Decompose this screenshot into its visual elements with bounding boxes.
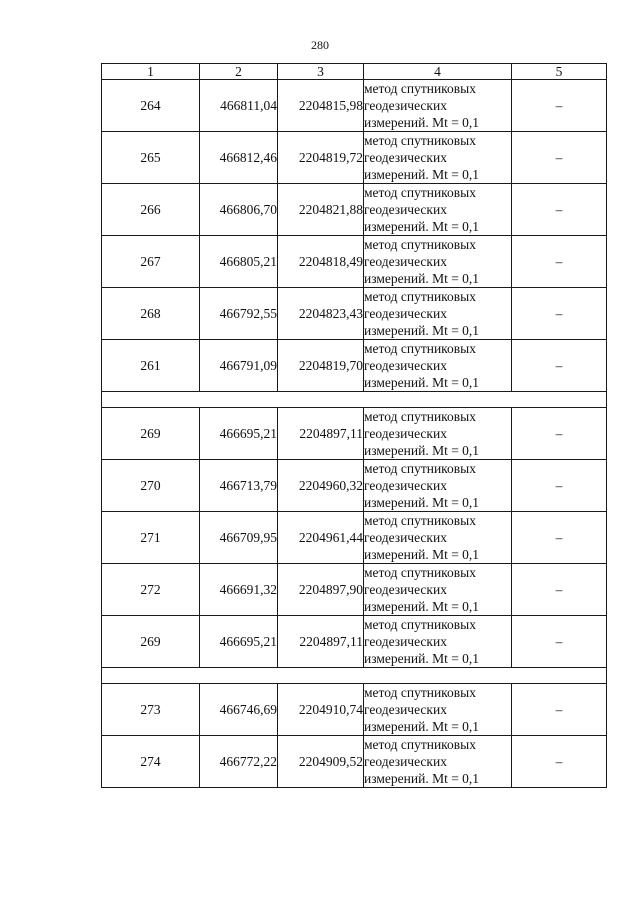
method-cell [364,340,512,392]
x-coordinate-cell: 466805,21 [200,236,278,288]
x-coordinate-cell: 466792,55 [200,288,278,340]
note-cell: – [512,340,607,392]
method-cell [364,460,512,512]
method-text-line: измерений. Mt = 0,1 [364,771,480,786]
method-cell [364,236,512,288]
table-row [102,340,607,392]
method-text-line: измерений. Mt = 0,1 [364,115,480,130]
table-row [102,236,607,288]
y-coordinate-cell: 2204961,44 [278,512,364,564]
method-cell [364,288,512,340]
table-row [102,184,607,236]
method-text-line: геодезических [364,582,447,597]
method-text-line: геодезических [364,202,447,217]
method-text-line: метод спутниковых [364,461,476,476]
method-text-line: метод спутниковых [364,237,476,252]
column-header: 2 [200,64,278,80]
x-coordinate-cell: 466811,04 [200,80,278,132]
x-coordinate-cell: 466812,46 [200,132,278,184]
method-text-line: геодезических [364,254,447,269]
table-row [102,736,607,788]
table-row [102,408,607,460]
table-row [102,512,607,564]
method-text-line: измерений. Mt = 0,1 [364,651,480,666]
note-cell: – [512,460,607,512]
method-cell [364,132,512,184]
x-coordinate-cell: 466691,32 [200,564,278,616]
method-text-line: метод спутниковых [364,409,476,424]
method-text-line: геодезических [364,478,447,493]
method-text-line: метод спутниковых [364,341,476,356]
point-number-cell: 266 [102,184,200,236]
method-cell [364,184,512,236]
note-cell: – [512,564,607,616]
method-text-line: метод спутниковых [364,133,476,148]
separator-row [102,668,607,684]
method-text-line: измерений. Mt = 0,1 [364,547,480,562]
method-text-line: измерений. Mt = 0,1 [364,219,480,234]
table-row [102,460,607,512]
point-number-cell: 271 [102,512,200,564]
note-cell: – [512,684,607,736]
page-number: 280 [311,38,329,52]
point-number-cell: 264 [102,80,200,132]
point-number-cell: 270 [102,460,200,512]
y-coordinate-cell: 2204909,52 [278,736,364,788]
method-text-line: измерений. Mt = 0,1 [364,495,480,510]
method-text-line: геодезических [364,426,447,441]
method-text-line: геодезических [364,754,447,769]
y-coordinate-cell: 2204960,32 [278,460,364,512]
method-cell [364,616,512,668]
point-number-cell: 274 [102,736,200,788]
method-cell [364,512,512,564]
column-header: 3 [278,64,364,80]
method-text-line: геодезических [364,358,447,373]
point-number-cell: 273 [102,684,200,736]
point-number-cell: 268 [102,288,200,340]
method-text-line: метод спутниковых [364,617,476,632]
point-number-cell: 272 [102,564,200,616]
point-number-cell: 261 [102,340,200,392]
method-text-line: геодезических [364,306,447,321]
point-number-cell: 269 [102,616,200,668]
method-text-line: геодезических [364,634,447,649]
x-coordinate-cell: 466695,21 [200,408,278,460]
table-row [102,80,607,132]
column-header: 5 [512,64,607,80]
separator-row [102,392,607,408]
note-cell: – [512,408,607,460]
column-header: 4 [364,64,512,80]
table-body [102,64,607,788]
method-text-line: метод спутниковых [364,737,476,752]
method-cell [364,408,512,460]
method-text-line: геодезических [364,530,447,545]
method-text-line: измерений. Mt = 0,1 [364,443,480,458]
note-cell: – [512,288,607,340]
header-row [102,64,607,80]
method-text-line: метод спутниковых [364,185,476,200]
y-coordinate-cell: 2204897,11 [278,408,364,460]
method-cell [364,80,512,132]
x-coordinate-cell: 466806,70 [200,184,278,236]
table-row [102,564,607,616]
separator-cell [102,392,607,408]
table-row [102,616,607,668]
table-row [102,132,607,184]
y-coordinate-cell: 2204910,74 [278,684,364,736]
y-coordinate-cell: 2204819,72 [278,132,364,184]
note-cell: – [512,736,607,788]
method-text-line: метод спутниковых [364,685,476,700]
method-cell [364,684,512,736]
method-text-line: метод спутниковых [364,289,476,304]
x-coordinate-cell: 466709,95 [200,512,278,564]
y-coordinate-cell: 2204818,49 [278,236,364,288]
method-text-line: измерений. Mt = 0,1 [364,719,480,734]
method-text-line: геодезических [364,98,447,113]
method-text-line: измерений. Mt = 0,1 [364,167,480,182]
separator-cell [102,668,607,684]
method-text-line: геодезических [364,150,447,165]
y-coordinate-cell: 2204897,11 [278,616,364,668]
y-coordinate-cell: 2204819,70 [278,340,364,392]
point-number-cell: 269 [102,408,200,460]
method-text-line: метод спутниковых [364,565,476,580]
method-cell [364,736,512,788]
y-coordinate-cell: 2204897,90 [278,564,364,616]
y-coordinate-cell: 2204815,98 [278,80,364,132]
y-coordinate-cell: 2204823,43 [278,288,364,340]
method-cell [364,564,512,616]
point-number-cell: 267 [102,236,200,288]
x-coordinate-cell: 466695,21 [200,616,278,668]
note-cell: – [512,132,607,184]
note-cell: – [512,184,607,236]
point-number-cell: 265 [102,132,200,184]
table-row [102,288,607,340]
method-text-line: метод спутниковых [364,81,476,96]
method-text-line: измерений. Mt = 0,1 [364,375,480,390]
y-coordinate-cell: 2204821,88 [278,184,364,236]
method-text-line: измерений. Mt = 0,1 [364,599,480,614]
x-coordinate-cell: 466791,09 [200,340,278,392]
column-header: 1 [102,64,200,80]
note-cell: – [512,512,607,564]
x-coordinate-cell: 466772,22 [200,736,278,788]
method-text-line: измерений. Mt = 0,1 [364,323,480,338]
method-text-line: измерений. Mt = 0,1 [364,271,480,286]
note-cell: – [512,80,607,132]
method-text-line: метод спутниковых [364,513,476,528]
x-coordinate-cell: 466713,79 [200,460,278,512]
note-cell: – [512,236,607,288]
coordinates-table [101,63,607,788]
x-coordinate-cell: 466746,69 [200,684,278,736]
method-text-line: геодезических [364,702,447,717]
note-cell: – [512,616,607,668]
table-row [102,684,607,736]
